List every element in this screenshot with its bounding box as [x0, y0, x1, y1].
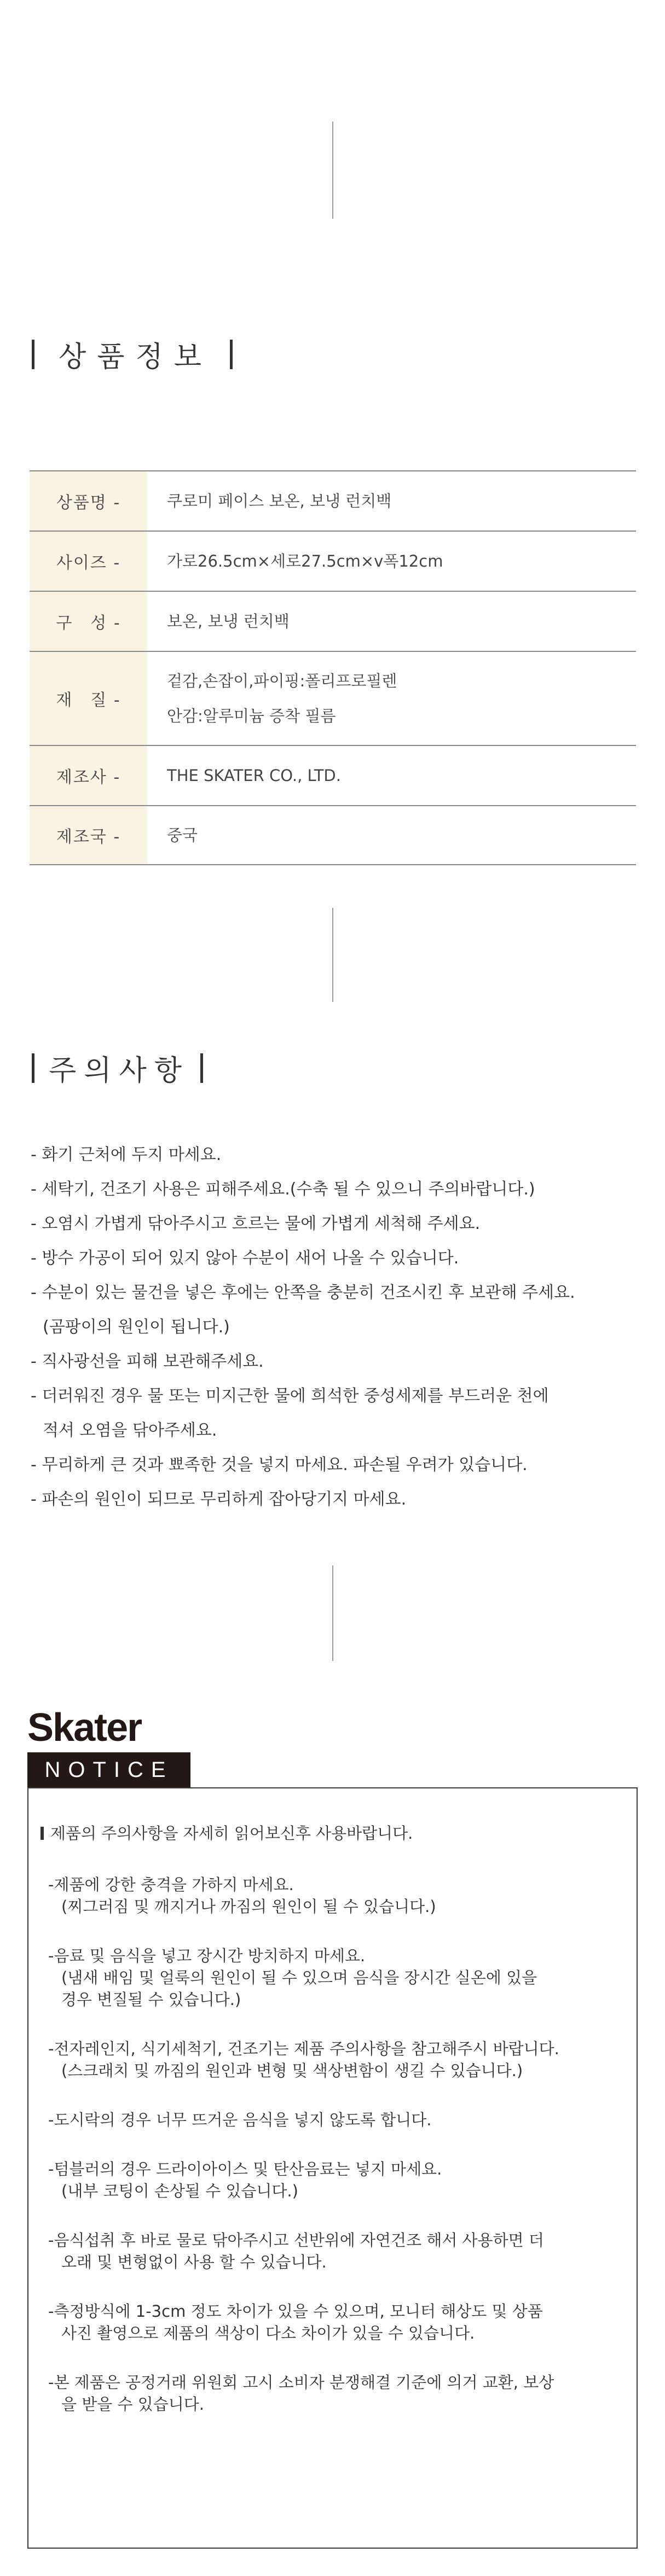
row-label: 제조국 - [30, 806, 147, 864]
table-row [30, 746, 636, 806]
row-label: 재 질 - [30, 652, 147, 745]
notice-line: 경우 변질될 수 있습니다.) [61, 1990, 241, 2009]
notice-line: -음료 및 음식을 넣고 장시간 방치하지 마세요. [48, 1946, 366, 1965]
row-label: 사이즈 - [30, 532, 147, 591]
list-item [31, 1282, 644, 1338]
divider-line-top [332, 121, 333, 219]
notice-item [41, 2229, 615, 2273]
value-line: 중국 [167, 826, 198, 844]
caution-text: - 더러워진 경우 물 또는 미지근한 물에 희석한 중성세제를 부드러운 천에 [31, 1386, 549, 1406]
table-row [30, 592, 636, 652]
list-item [31, 1489, 644, 1511]
row-value [147, 592, 636, 651]
notice-line: -전자레인지, 식기세척기, 건조기는 제품 주의사항을 참고해주시 바랍니다. [48, 2039, 559, 2058]
product-info-title: 상품정보 [59, 341, 212, 374]
divider-line-bottom [332, 1565, 333, 1661]
value-line: 보온, 보냉 런치백 [167, 612, 290, 631]
notice-line: 사진 촬영으로 제품의 색상이 다소 차이가 있을 수 있습니다. [61, 2324, 475, 2342]
notice-intro [41, 1822, 615, 1844]
caution-heading [32, 1047, 203, 1086]
list-item [31, 1248, 644, 1269]
row-label: 상품명 - [30, 471, 147, 531]
table-row [30, 652, 636, 746]
row-value [147, 806, 636, 864]
table-row [30, 806, 636, 865]
notice-box [27, 1787, 638, 2549]
row-value [147, 471, 636, 531]
notice-line: -텀블러의 경우 드라이아이스 및 탄산음료는 넣지 마세요. [48, 2160, 442, 2178]
notice-tag: NOTICE [27, 1752, 190, 1787]
notice-line: (냄새 배임 및 얼룩의 원인이 될 수 있으며 음식을 장시간 실온에 있을 [61, 1968, 537, 1987]
notice-line: (찌그러짐 및 깨지거나 까짐의 원인이 될 수 있습니다.) [61, 1897, 436, 1916]
value-line: 겉감,손잡이,파이핑:폴리프로필렌 [167, 672, 397, 690]
notice-intro-text: 제품의 주의사항을 자세히 읽어보신후 사용바랍니다. [50, 1824, 413, 1843]
notice-line: (스크래치 및 까짐의 원인과 변형 및 색상변함이 생길 수 있습니다.) [61, 2061, 523, 2080]
notice-item [41, 2158, 615, 2202]
notice-line: -측정방식에 1-3cm 정도 차이가 있을 수 있으며, 모니터 해상도 및 상품 [48, 2302, 543, 2321]
caution-subtext: (곰팡이의 원인이 됩니다.) [43, 1318, 230, 1337]
notice-item [41, 1945, 615, 2010]
table-row [30, 532, 636, 592]
caution-list [31, 1144, 644, 1523]
row-label: 제조사 - [30, 746, 147, 805]
heading-bar-left [32, 1053, 34, 1083]
heading-bar-right [230, 340, 233, 369]
skater-logo: Skater [27, 1706, 142, 1750]
row-value [147, 652, 636, 745]
bullet-mark [41, 1827, 44, 1840]
table-row [30, 471, 636, 532]
product-info-table [30, 470, 636, 865]
notice-item [41, 2300, 615, 2344]
caution-subtext: 적셔 오염을 닦아주세요. [43, 1421, 217, 1440]
list-item [31, 1454, 644, 1476]
row-label: 구 성 - [30, 592, 147, 651]
notice-item [41, 2109, 615, 2131]
notice-line: (내부 코팅이 손상될 수 있습니다.) [61, 2182, 298, 2200]
value-line: THE SKATER CO., LTD. [167, 766, 341, 785]
caution-title: 주의사항 [49, 1054, 189, 1087]
caution-text: - 무리하게 큰 것과 뾰족한 것을 넣지 마세요. 파손될 우려가 있습니다. [31, 1455, 528, 1475]
caution-text: - 파손의 원인이 되므로 무리하게 잡아당기지 마세요. [31, 1490, 407, 1509]
caution-text: - 직사광선을 피해 보관해주세요. [31, 1352, 264, 1371]
notice-line: -음식섭취 후 바로 물로 닦아주시고 선반위에 자연건조 해서 사용하면 더 [48, 2231, 544, 2249]
notice-line: -제품에 강한 충격을 가하지 마세요. [48, 1875, 294, 1894]
row-value [147, 532, 636, 591]
list-item [31, 1351, 644, 1373]
notice-line: -도시락의 경우 너무 뜨거운 음식을 넣지 않도록 합니다. [48, 2111, 432, 2129]
product-info-heading [32, 334, 233, 372]
list-item [31, 1144, 644, 1166]
caution-text: - 오염시 가볍게 닦아주시고 흐르는 물에 가볍게 세척해 주세요. [31, 1214, 481, 1233]
caution-text: - 화기 근처에 두지 마세요. [31, 1145, 222, 1164]
list-item [31, 1385, 644, 1442]
caution-text: - 수분이 있는 물건을 넣은 후에는 안쪽을 충분히 건조시킨 후 보관해 주세요. [31, 1283, 575, 1302]
value-line: 가로26.5cm×세로27.5cm×v폭12cm [167, 552, 443, 570]
list-item [31, 1179, 644, 1200]
heading-bar-left [32, 340, 34, 369]
caution-text: - 방수 가공이 되어 있지 않아 수분이 새어 나올 수 있습니다. [31, 1249, 459, 1268]
notice-line: 오래 및 변형없이 사용 할 수 있습니다. [61, 2253, 327, 2271]
heading-bar-right [200, 1053, 203, 1083]
notice-item [41, 1874, 615, 1918]
notice-item [41, 2038, 615, 2082]
list-item [31, 1213, 644, 1235]
notice-item [41, 2371, 615, 2415]
divider-line-middle [332, 908, 333, 1002]
notice-line: -본 제품은 공정거래 위원회 고시 소비자 분쟁해결 기준에 의거 교환, 보상 [48, 2373, 554, 2392]
notice-line: 을 받을 수 있습니다. [61, 2395, 204, 2414]
value-line: 쿠로미 페이스 보온, 보냉 런치백 [167, 492, 392, 510]
caution-text: - 세탁기, 건조기 사용은 피해주세요.(수축 될 수 있으니 주의바랍니다.) [31, 1180, 535, 1199]
value-line: 안감:알루미늄 증착 필름 [167, 707, 336, 725]
row-value [147, 746, 636, 805]
